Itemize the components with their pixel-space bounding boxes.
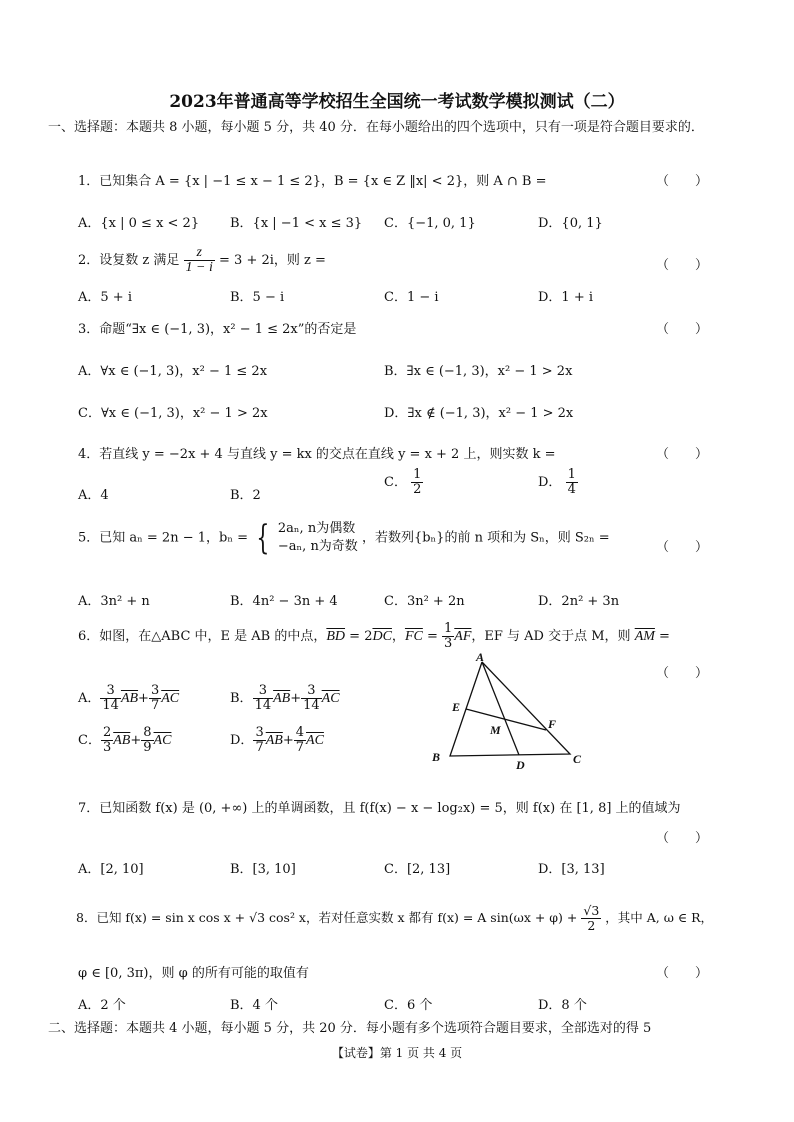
page-title: 2023年普通高等学校招生全国统一考试数学模拟测试（二）	[169, 92, 625, 112]
q6-option-d	[230, 726, 324, 755]
q3-option-d: D．∃x ∉ (−1, 3)，x² − 1 > 2x	[384, 406, 574, 421]
q6-stem-end: =	[654, 629, 670, 644]
q4-option-d-label: D．	[538, 475, 562, 490]
q4-d-num: 1	[567, 467, 576, 482]
q6-b-vector-ab: $\overline{AB}$	[273, 691, 291, 706]
q6-b-n1: 3	[253, 684, 274, 699]
q6-eq2: =	[422, 629, 442, 644]
q6-option-c	[78, 726, 171, 755]
q6-a-coef1	[100, 684, 121, 713]
q4-option-a: A．4	[78, 488, 109, 503]
q8-stem-pre: 8．已知 f(x) = sin x cos x + √3 cos² x，若对任意实数 x 都有 f(x) = A sin(ωx + φ) +	[76, 910, 578, 925]
q6-c-n1: 2	[102, 725, 112, 740]
q7-option-a: A．[2, 10]	[78, 862, 144, 877]
q3-option-c: C．∀x ∈ (−1, 3)，x² − 1 > 2x	[78, 406, 268, 421]
q6-a-d2: 7	[150, 698, 160, 713]
q6-d-n1: 3	[255, 725, 264, 740]
q6-a-vector-ac: $\overline{AC}$	[161, 691, 180, 706]
q6-vector-af: $\overline{AF}$	[454, 629, 472, 644]
q4-option-c	[384, 468, 423, 497]
q6-a-label: A．	[78, 691, 101, 706]
q4-option-b: B．2	[230, 488, 261, 503]
q3-option-a: A．∀x ∈ (−1, 3)，x² − 1 ≤ 2x	[78, 364, 268, 379]
q8-frac-den: 2	[587, 918, 596, 933]
q5-stem-post: ，若数列{bₙ}的前 n 项和为 Sₙ，则 S₂ₙ =	[361, 530, 610, 546]
label-d: D	[516, 758, 525, 772]
q5-cases	[278, 520, 358, 556]
segment-ad	[482, 662, 519, 755]
q6-fraction-one-third	[442, 622, 454, 651]
q8-option-c: C．6 个	[384, 998, 433, 1013]
q8-stem-line1	[76, 904, 713, 933]
q5-answer-paren: （ ）	[656, 540, 709, 555]
q6-c-d2: 9	[143, 740, 152, 755]
q2-answer-paren: （ ）	[656, 258, 709, 273]
q2-stem	[78, 246, 326, 275]
label-a: A	[476, 650, 485, 664]
q6-a-plus: +	[138, 691, 149, 706]
page-footer: 【试卷】第 1 页 共 4 页	[331, 1046, 463, 1060]
q8-stem-line2: φ ∈ [0, 3π)，则 φ 的所有可能的取值有	[78, 966, 309, 981]
q5-case-odd: −aₙ, n为奇数	[277, 539, 358, 554]
q2-option-a: A．5 + i	[78, 290, 132, 305]
q7-answer-paren: （ ）	[656, 831, 709, 846]
q4-option-c-label: C．	[384, 475, 407, 490]
q6-d-coef1	[253, 726, 265, 755]
q6-eq1: = 2	[345, 629, 373, 644]
q6-c-coef2	[141, 726, 153, 755]
q4-answer-paren: （ ）	[656, 447, 709, 462]
q6-d-plus: +	[282, 733, 294, 748]
q6-b-d2: 14	[303, 698, 320, 713]
q6-d-vector-ab: $\overline{AB}$	[265, 733, 283, 748]
q6-b-label: B．	[230, 691, 253, 706]
q6-b-vector-ac: $\overline{AC}$	[321, 691, 340, 706]
q6-c-d1: 3	[102, 740, 112, 755]
q4-option-c-fraction	[411, 468, 423, 497]
q2-fraction	[184, 246, 215, 275]
q6-vector-am: $\overline{AM}$	[634, 629, 655, 644]
q8-option-d: D．8 个	[538, 998, 587, 1013]
label-b: B	[432, 750, 441, 764]
q6-stem	[78, 622, 670, 651]
q5-stem	[78, 520, 610, 556]
q6-d-coef2	[294, 726, 306, 755]
q6-stem-post: ，EF 与 AD 交于点 M，则	[471, 629, 635, 644]
q7-stem: 7．已知函数 f(x) 是 (0, +∞) 上的单调函数，且 f(f(x) − x − log₂x) = 5，则 f(x) 在 [1, 8] 上的值域为	[78, 801, 681, 816]
q6-b-n2: 3	[301, 684, 322, 699]
q6-answer-paren: （ ）	[656, 666, 709, 681]
q6-b-d1: 14	[254, 698, 272, 713]
q6-vector-dc: $\overline{DC}$	[372, 629, 392, 644]
segment-ef	[466, 709, 546, 730]
label-c: C	[573, 752, 582, 766]
q8-option-a: A．2 个	[78, 998, 126, 1013]
q6-vector-bd: $\overline{BD}$	[326, 629, 346, 644]
q7-option-b: B．[3, 10]	[230, 862, 296, 877]
q6-d-n2: 4	[295, 725, 305, 740]
q6-d-vector-ac: $\overline{AC}$	[306, 733, 324, 748]
q6-option-b	[230, 684, 340, 713]
q6-c-coef1	[101, 726, 113, 755]
q6-frac-num: 1	[444, 621, 453, 636]
q6-option-a	[78, 684, 179, 713]
q8-stem-post: ，其中 A, ω ∈ R，	[605, 910, 714, 925]
q6-b-coef1	[253, 684, 274, 713]
q6-d-label: D．	[230, 733, 254, 748]
q2-frac-num: z	[184, 246, 215, 261]
q8-frac-num: √3	[583, 903, 600, 918]
q4-option-d	[538, 468, 578, 497]
q5-option-a: A．3n² + n	[78, 594, 150, 609]
section-1-instructions: 一、选择题：本题共 8 小题，每小题 5 分，共 40 分．在每小题给出的四个选项中，只有一项是符合题目要求的．	[48, 120, 704, 135]
q5-case-even: 2aₙ, n为偶数	[277, 521, 356, 536]
q6-d-d1: 7	[255, 740, 264, 755]
q4-c-num: 1	[413, 467, 422, 482]
q6-vector-fc: $\overline{FC}$	[404, 629, 423, 644]
q5-option-b: B．4n² − 3n + 4	[230, 594, 338, 609]
label-e: E	[452, 700, 461, 714]
q6-sep: ，	[391, 629, 405, 644]
q6-stem-pre: 6．如图，在△ABC 中，E 是 AB 的中点，	[78, 629, 327, 644]
q6-a-coef2	[149, 684, 161, 713]
q3-answer-paren: （ ）	[656, 322, 709, 337]
q6-triangle-figure	[420, 648, 600, 778]
q2-stem-post: = 3 + 2i，则 z =	[219, 253, 326, 268]
section-2-instructions: 二、选择题：本题共 4 小题，每小题 5 分，共 20 分．每小题有多个选项符合题目要求，全部选对的得 5	[48, 1021, 652, 1036]
q7-option-d: D．[3, 13]	[538, 862, 605, 877]
q6-c-vector-ab: $\overline{AB}$	[113, 733, 131, 748]
q1-option-b: B．{x | −1 < x ≤ 3}	[230, 216, 363, 231]
q6-c-plus: +	[130, 733, 142, 748]
q1-stem: 1．已知集合 A = {x | −1 ≤ x − 1 ≤ 2}，B = {x ∈ Z ‖x| < 2}，则 A ∩ B =	[78, 174, 547, 189]
q7-option-c: C．[2, 13]	[384, 862, 451, 877]
q6-b-coef2	[301, 684, 322, 713]
label-f: F	[548, 717, 557, 731]
q2-option-b: B．5 − i	[230, 290, 285, 305]
q1-option-c: C．{−1, 0, 1}	[384, 216, 476, 231]
q4-d-den: 4	[567, 482, 576, 497]
q6-b-plus: +	[290, 691, 302, 706]
q5-brace: {	[256, 518, 270, 558]
q1-option-d: D．{0, 1}	[538, 216, 603, 231]
q2-option-d: D．1 + i	[538, 290, 594, 305]
q4-c-den: 2	[413, 482, 422, 497]
q3-stem: 3．命题“∃x ∈ (−1, 3)，x² − 1 ≤ 2x”的否定是	[78, 322, 357, 337]
q5-stem-pre: 5．已知 aₙ = 2n − 1，bₙ =	[78, 530, 248, 546]
q6-c-vector-ac: $\overline{AC}$	[153, 733, 172, 748]
q4-stem: 4．若直线 y = −2x + 4 与直线 y = kx 的交点在直线 y = x + 2 上，则实数 k =	[78, 447, 556, 462]
q5-option-d: D．2n² + 3n	[538, 594, 620, 609]
q4-option-d-fraction	[566, 468, 578, 497]
q1-option-a: A．{x | 0 ≤ x < 2}	[78, 216, 200, 231]
q6-a-n1: 3	[100, 684, 121, 699]
q8-option-b: B．4 个	[230, 998, 278, 1013]
q2-frac-den: 1 − i	[185, 260, 213, 275]
q6-a-vector-ab: $\overline{AB}$	[120, 691, 139, 706]
q6-d-d2: 7	[295, 740, 305, 755]
q6-c-label: C．	[78, 733, 101, 748]
q6-c-n2: 8	[143, 725, 152, 740]
q5-option-c: C．3n² + 2n	[384, 594, 465, 609]
q6-a-n2: 3	[150, 683, 160, 698]
q2-stem-pre: 2．设复数 z 满足	[78, 253, 180, 268]
q6-a-d1: 14	[102, 698, 119, 713]
q3-option-b: B．∃x ∈ (−1, 3)，x² − 1 > 2x	[384, 364, 573, 379]
q1-answer-paren: （ ）	[656, 174, 709, 189]
q2-option-c: C．1 − i	[384, 290, 439, 305]
label-m: M	[490, 723, 501, 737]
q8-answer-paren: （ ）	[656, 966, 709, 981]
q6-frac-den: 3	[444, 636, 453, 651]
q8-fraction	[581, 904, 601, 933]
